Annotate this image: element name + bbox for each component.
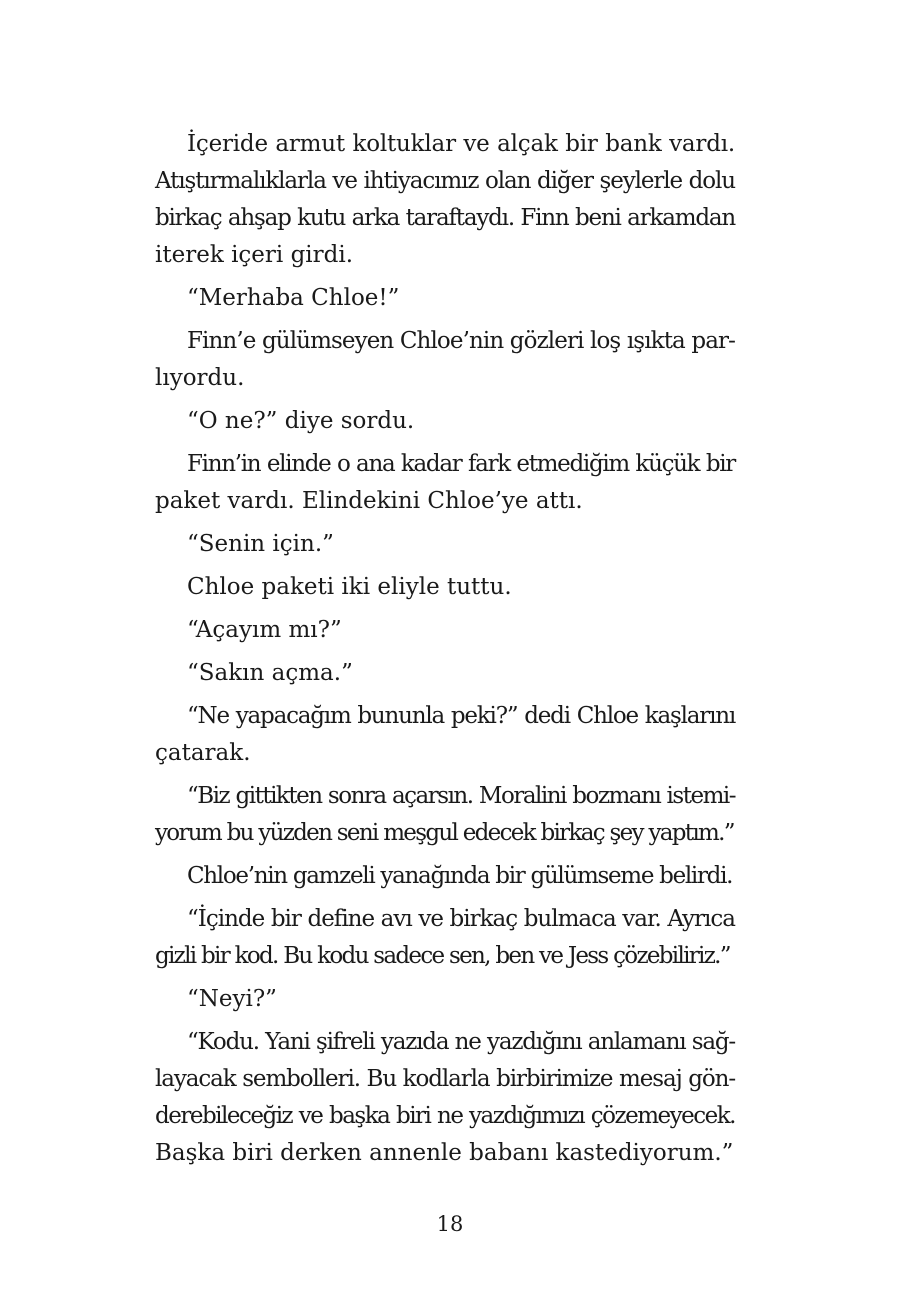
text-line: “Açayım mı?” bbox=[187, 617, 342, 643]
text-line: Finn’e gülümseyen Chloe’nin gözleri loş ışıkta par- bbox=[187, 328, 735, 354]
text-line: iterek içeri girdi. bbox=[155, 242, 354, 268]
text-line: Chloe’nin gamzeli yanağında bir gülümseme belirdi. bbox=[187, 863, 733, 889]
paragraph bbox=[155, 126, 735, 274]
paragraph bbox=[155, 858, 735, 895]
text-line: “O ne?” diye sordu. bbox=[187, 408, 415, 434]
text-line: İçeride armut koltuklar ve alçak bir bank vardı. bbox=[187, 131, 735, 157]
text-line: paket vardı. Elindekini Chloe’ye attı. bbox=[155, 488, 583, 514]
text-line: Chloe paketi iki eliyle tuttu. bbox=[187, 574, 512, 600]
paragraph bbox=[155, 901, 735, 975]
paragraph bbox=[155, 1024, 735, 1172]
text-line: “Biz gittikten sonra açarsın. Moralini bozmanı istemi- bbox=[187, 783, 735, 809]
text-line: “Merhaba Chloe!” bbox=[187, 285, 400, 311]
text-line: “Senin için.” bbox=[187, 531, 334, 557]
paragraph bbox=[155, 526, 735, 563]
paragraph bbox=[155, 280, 735, 317]
text-line: çatarak. bbox=[155, 740, 251, 766]
text-line: “İçinde bir define avı ve birkaç bulmaca var. Ayrıca bbox=[187, 906, 735, 932]
paragraph bbox=[155, 778, 735, 852]
text-line: “Kodu. Yani şifreli yazıda ne yazdığını anlamanı sağ- bbox=[187, 1029, 735, 1055]
text-line: Finn’in elinde o ana kadar fark etmediğim küçük bir bbox=[187, 451, 735, 477]
text-line: birkaç ahşap kutu arka taraftaydı. Finn beni arkamdan bbox=[155, 205, 735, 231]
paragraph bbox=[155, 981, 735, 1018]
paragraph bbox=[155, 698, 735, 772]
text-line: lıyordu. bbox=[155, 365, 245, 391]
text-line: yorum bu yüzden seni meşgul edecek birkaç şey yaptım.” bbox=[155, 820, 734, 846]
page-number: 18 bbox=[436, 1212, 464, 1236]
paragraph bbox=[155, 612, 735, 649]
paragraph bbox=[155, 403, 735, 440]
text-line: “Ne yapacağım bununla peki?” dedi Chloe kaşlarını bbox=[187, 703, 735, 729]
text-line: “Sakın açma.” bbox=[187, 660, 353, 686]
paragraph bbox=[155, 446, 735, 520]
text-line: Atıştırmalıklarla ve ihtiyacımız olan diğer şeylerle dolu bbox=[155, 168, 735, 194]
paragraph bbox=[155, 655, 735, 692]
text-line: Başka biri derken annenle babanı kastediyorum.” bbox=[155, 1140, 734, 1166]
body-text bbox=[155, 126, 735, 1178]
text-line: layacak sembolleri. Bu kodlarla birbirimize mesaj gön- bbox=[155, 1066, 735, 1092]
paragraph bbox=[155, 569, 735, 606]
text-line: gizli bir kod. Bu kodu sadece sen, ben ve Jess çözebiliriz.” bbox=[155, 943, 730, 969]
paragraph bbox=[155, 323, 735, 397]
text-line: derebileceğiz ve başka biri ne yazdığımızı çözemeyecek. bbox=[155, 1103, 735, 1129]
text-line: “Neyi?” bbox=[187, 986, 277, 1012]
